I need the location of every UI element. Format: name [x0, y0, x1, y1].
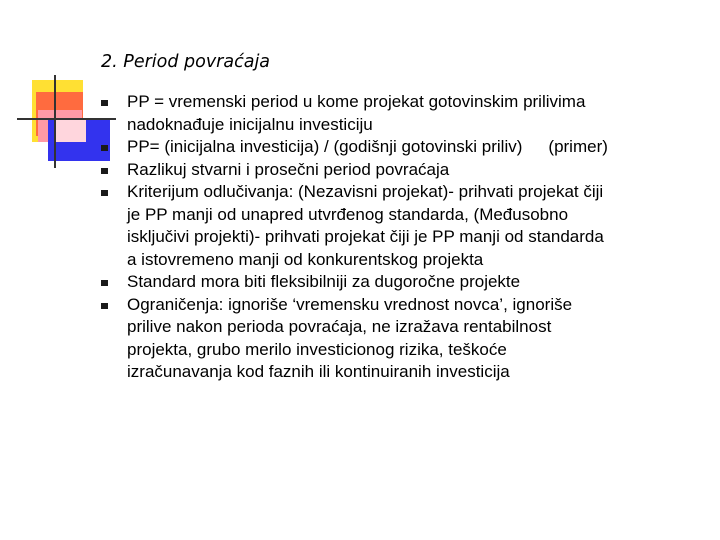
slide-title: 2. Period povraćaja	[101, 52, 271, 72]
bullet-text-row	[127, 136, 712, 159]
bullet-text-line: PP = vremenski period u kome projekat gotovinskim prilivima	[127, 92, 586, 111]
bullet-text-line: isključivi projekti)- prihvati projekat čiji je PP manji od standarda	[127, 227, 604, 246]
bullet-text-line: a istovremeno manji od konkurentskog projekta	[127, 249, 484, 269]
square-bullet-icon	[101, 100, 108, 106]
bullet-text-line: izračunavanja kod faznih ili kontinuiranih investicija	[127, 362, 510, 381]
bullet-text-line: prilive nakon perioda povraćaja, ne izražava rentabilnost	[127, 317, 552, 336]
bullet-item	[100, 294, 712, 384]
bullet-text-line: je PP manji od unapred utvrđenog standarda, (Međusobno	[127, 204, 569, 224]
bullet-text-line: Ograničenja: ignoriše ‘vremensku vrednost novca’, ignoriše	[127, 294, 573, 314]
bullet-item	[100, 91, 712, 136]
bullet-text-line: nadoknađuje inicijalnu investiciju	[127, 114, 373, 134]
bullet-list	[100, 91, 712, 384]
bullet-text-line: Standard mora biti fleksibilniji za dugoročne projekte	[127, 272, 521, 291]
light-pink-square	[56, 118, 86, 142]
example-note: (primer)	[548, 137, 608, 156]
bullet-item	[100, 136, 712, 159]
bullet-item	[100, 159, 712, 182]
square-bullet-icon	[101, 190, 108, 196]
bullet-text-line: projekta, grubo merilo investicionog rizika, teškoće	[127, 339, 507, 359]
bullet-item	[100, 271, 712, 294]
bullet-text-line: Kriterijum odlučivanja: (Nezavisni projekat)- prihvati projekat čiji	[127, 182, 604, 201]
bullet-text-line: PP= (inicijalna investicija) / (godišnji gotovinski priliv)	[127, 137, 523, 156]
bullet-item	[100, 181, 712, 271]
bullet-text-line: Razlikuj stvarni i prosečni period povraćaja	[127, 159, 450, 179]
square-bullet-icon	[101, 145, 108, 151]
square-bullet-icon	[101, 303, 108, 309]
square-bullet-icon	[101, 280, 108, 286]
square-bullet-icon	[101, 168, 108, 174]
vertical-rule	[54, 75, 56, 168]
